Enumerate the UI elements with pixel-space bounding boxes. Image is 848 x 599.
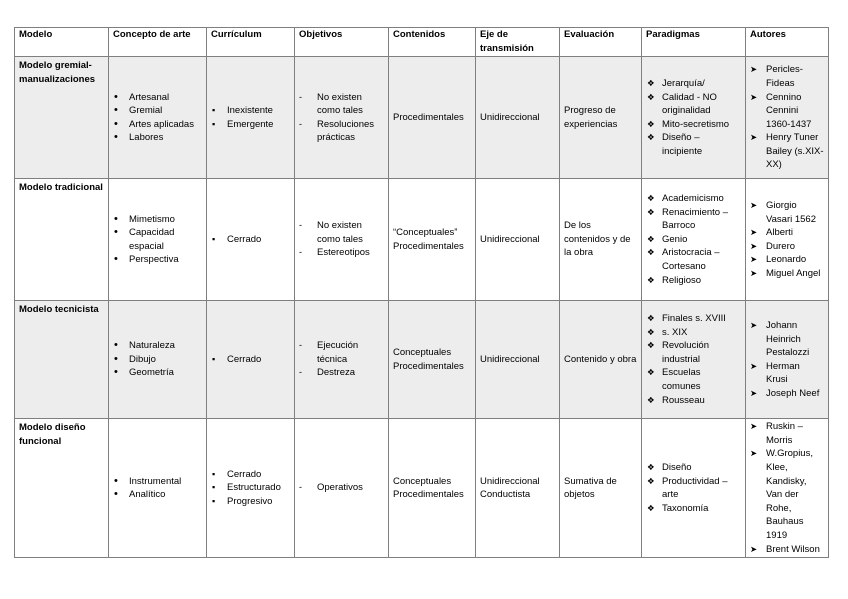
autores-cell (746, 419, 829, 558)
list-item: ❖ Mito-secretismo (646, 118, 741, 132)
list-item: ➤ Ruskin – Morris (750, 420, 824, 447)
list-item: - Resoluciones prácticas (299, 118, 384, 145)
eje-cell: Unidireccional Conductista (476, 419, 560, 558)
curriculum-cell (207, 179, 295, 301)
autores-cell (746, 301, 829, 419)
list-item: - Estereotipos (299, 246, 384, 260)
table-row (15, 419, 829, 558)
list-item: • Mimetismo (113, 213, 202, 227)
model-cell: Modelo tecnicista (15, 301, 109, 419)
list-item: • Geometría (113, 366, 202, 380)
list-item: • Perspectiva (113, 253, 202, 267)
list-item: ➤ Cennino Cennini 1360-1437 (750, 91, 824, 132)
list-item: ❖ Jerarquía/ (646, 77, 741, 91)
list-item: • Capacidad espacial (113, 226, 202, 253)
list-item: ❖ s. XIX (646, 326, 741, 340)
list-item: ❖ Diseño – incipiente (646, 131, 741, 158)
header-cell-eje: Eje de transmisión (476, 28, 560, 57)
table-row (15, 301, 829, 419)
evaluacion-cell: Contenido y obra (560, 301, 642, 419)
autores-cell (746, 179, 829, 301)
contenidos-cell: Conceptuales Procedimentales (389, 301, 476, 419)
list-item: ➤ W.Gropius, Klee, Kandisky, Van der Rohe, Bauhaus 1919 (750, 447, 824, 542)
list-item: ❖ Religioso (646, 274, 741, 288)
list-item: ➤ Alberti (750, 226, 824, 240)
concepto-cell (109, 179, 207, 301)
list-item: - Ejecución técnica (299, 339, 384, 366)
eje-cell: Unidireccional (476, 179, 560, 301)
list-item: ➤ Brent Wilson (750, 543, 824, 557)
concepto-cell (109, 57, 207, 179)
list-item: • Instrumental (113, 475, 202, 489)
model-cell: Modelo gremial-manualizaciones (15, 57, 109, 179)
model-cell: Modelo tradicional (15, 179, 109, 301)
header-cell-curriculum: Currículum (207, 28, 295, 57)
list-item: ➤ Miguel Angel (750, 267, 824, 281)
header-cell-paradigmas: Paradigmas (642, 28, 746, 57)
list-item: ➤ Pericles-Fideas (750, 63, 824, 90)
eje-cell: Unidireccional (476, 301, 560, 419)
list-item: - Destreza (299, 366, 384, 380)
list-item: ❖ Escuelas comunes (646, 366, 741, 393)
list-item: ❖ Rousseau (646, 394, 741, 408)
objetivos-cell (295, 179, 389, 301)
list-item: ❖ Taxonomía (646, 502, 741, 516)
list-item: - No existen como tales (299, 91, 384, 118)
list-item: ❖ Productividad – arte (646, 475, 741, 502)
concepto-cell (109, 419, 207, 558)
list-item: ➤ Johann Heinrich Pestalozzi (750, 319, 824, 360)
objetivos-cell (295, 57, 389, 179)
list-item: ❖ Revolución industrial (646, 339, 741, 366)
objetivos-cell (295, 419, 389, 558)
models-table (14, 27, 829, 558)
header-cell-modelo: Modelo (15, 28, 109, 57)
list-item: • Dibujo (113, 353, 202, 367)
list-item: - Operativos (299, 481, 384, 495)
list-item: - No existen como tales (299, 219, 384, 246)
contenidos-cell: “Conceptuales” Procedimentales (389, 179, 476, 301)
table-row (15, 179, 829, 301)
objetivos-cell (295, 301, 389, 419)
list-item: ▪ Inexistente (211, 104, 290, 118)
list-item: • Artes aplicadas (113, 118, 202, 132)
list-item: • Gremial (113, 104, 202, 118)
curriculum-cell (207, 301, 295, 419)
eje-cell: Unidireccional (476, 57, 560, 179)
header-row (15, 28, 829, 57)
autores-cell (746, 57, 829, 179)
list-item: ▪ Emergente (211, 118, 290, 132)
evaluacion-cell: Sumativa de objetos (560, 419, 642, 558)
list-item: ❖ Finales s. XVIII (646, 312, 741, 326)
curriculum-cell (207, 57, 295, 179)
list-item: ➤ Durero (750, 240, 824, 254)
list-item: ➤ Henry Tuner Bailey (s.XIX-XX) (750, 131, 824, 172)
header-cell-evaluacion: Evaluación (560, 28, 642, 57)
paradigmas-cell (642, 419, 746, 558)
header-cell-concepto: Concepto de arte (109, 28, 207, 57)
list-item: ➤ Herman Krusi (750, 360, 824, 387)
list-item: ❖ Aristocracia – Cortesano (646, 246, 741, 273)
contenidos-cell: Conceptuales Procedimentales (389, 419, 476, 558)
list-item: • Artesanal (113, 91, 202, 105)
model-cell: Modelo diseño funcional (15, 419, 109, 558)
list-item: ➤ Leonardo (750, 253, 824, 267)
list-item: ❖ Genio (646, 233, 741, 247)
list-item: ❖ Diseño (646, 461, 741, 475)
list-item: • Analítico (113, 488, 202, 502)
table-row (15, 57, 829, 179)
list-item: ▪ Cerrado (211, 353, 290, 367)
list-item: ➤ Giorgio Vasari 1562 (750, 199, 824, 226)
list-item: ▪ Progresivo (211, 495, 290, 509)
header-cell-objetivos: Objetivos (295, 28, 389, 57)
contenidos-cell: Procedimentales (389, 57, 476, 179)
paradigmas-cell (642, 57, 746, 179)
curriculum-cell (207, 419, 295, 558)
list-item: ▪ Cerrado (211, 468, 290, 482)
paradigmas-cell (642, 179, 746, 301)
concepto-cell (109, 301, 207, 419)
list-item: ▪ Estructurado (211, 481, 290, 495)
list-item: ❖ Academicismo (646, 192, 741, 206)
list-item: ➤ Joseph Neef (750, 387, 824, 401)
list-item: ❖ Renacimiento – Barroco (646, 206, 741, 233)
evaluacion-cell: De los contenidos y de la obra (560, 179, 642, 301)
header-cell-contenidos: Contenidos (389, 28, 476, 57)
list-item: • Naturaleza (113, 339, 202, 353)
list-item: • Labores (113, 131, 202, 145)
paradigmas-cell (642, 301, 746, 419)
list-item: ▪ Cerrado (211, 233, 290, 247)
header-cell-autores: Autores (746, 28, 829, 57)
evaluacion-cell: Progreso de experiencias (560, 57, 642, 179)
list-item: ❖ Calidad - NO originalidad (646, 91, 741, 118)
